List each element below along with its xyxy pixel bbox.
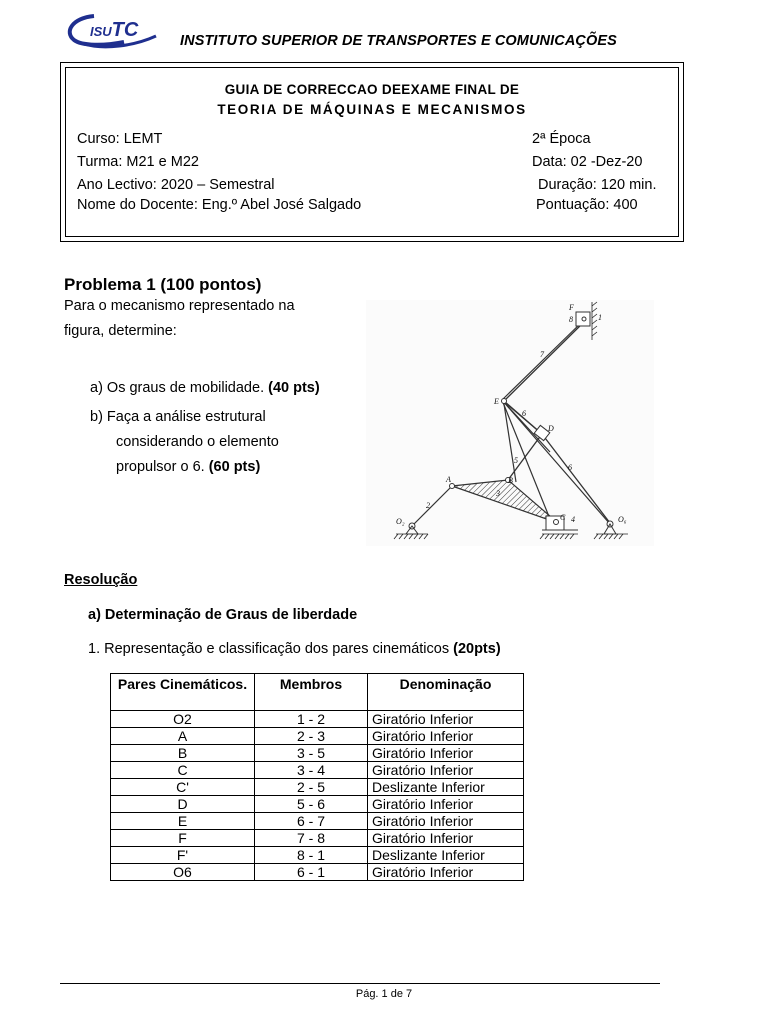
cell-denominacao: Giratório Inferior — [368, 762, 524, 779]
item-a-points: (40 pts) — [268, 380, 320, 396]
resolucao-title: Resolução — [64, 572, 138, 588]
table-row — [111, 762, 524, 779]
curso: Curso: LEMT — [77, 131, 163, 147]
isutc-logo — [64, 10, 160, 52]
cell-membros: 5 - 6 — [255, 796, 368, 813]
cell-denominacao: Giratório Inferior — [368, 864, 524, 881]
cell-denominacao: Giratório Inferior — [368, 830, 524, 847]
item-b-text: propulsor o 6. — [116, 459, 205, 475]
turma: Turma: M21 e M22 — [77, 154, 199, 170]
cell-membros: 6 - 7 — [255, 813, 368, 830]
item-1 — [88, 641, 501, 657]
exam-info-box — [60, 62, 684, 242]
cell-par: F' — [111, 847, 255, 864]
table-row — [111, 813, 524, 830]
label-E: E — [494, 397, 499, 406]
cell-par: B — [111, 745, 255, 762]
cell-denominacao: Giratório Inferior — [368, 796, 524, 813]
label-m5: 5 — [514, 456, 518, 465]
cell-denominacao: Giratório Inferior — [368, 813, 524, 830]
cell-membros: 3 - 5 — [255, 745, 368, 762]
item-1-points: (20pts) — [453, 641, 501, 657]
cell-denominacao: Giratório Inferior — [368, 711, 524, 728]
logo-text — [90, 19, 138, 42]
pontuacao: Pontuação: 400 — [536, 197, 638, 213]
data: Data: 02 -Dez-20 — [532, 154, 643, 170]
table-row — [111, 847, 524, 864]
header-membros: Membros — [255, 674, 368, 711]
label-m8: 8 — [569, 315, 573, 324]
table-row — [111, 728, 524, 745]
problem-intro-line2: figura, determine: — [64, 323, 177, 339]
cell-par: F — [111, 830, 255, 847]
cell-par: A — [111, 728, 255, 745]
label-m1: 1 — [598, 313, 602, 322]
epoca: 2ª Época — [532, 131, 591, 147]
cell-denominacao: Deslizante Inferior — [368, 847, 524, 864]
cell-membros: 7 - 8 — [255, 830, 368, 847]
pares-cinematicos-table — [110, 673, 524, 881]
duracao: Duração: 120 min. — [538, 177, 657, 193]
cell-membros: 2 - 5 — [255, 779, 368, 796]
label-A: A — [446, 475, 451, 484]
footer-divider — [60, 983, 660, 984]
cell-membros: 1 - 2 — [255, 711, 368, 728]
table-row — [111, 864, 524, 881]
cell-denominacao: Giratório Inferior — [368, 745, 524, 762]
exam-info-inner — [65, 67, 679, 237]
cell-par: C — [111, 762, 255, 779]
mechanism-figure — [366, 300, 654, 546]
member-3-triangle — [452, 480, 558, 523]
header-denominacao: Denominação — [368, 674, 524, 711]
problem-item-b-line2: considerando o elemento — [116, 434, 279, 450]
cell-par: E — [111, 813, 255, 830]
docente: Nome do Docente: Eng.º Abel José Salgado — [77, 197, 362, 213]
label-F: F — [569, 303, 574, 312]
cell-denominacao: Deslizante Inferior — [368, 779, 524, 796]
label-m3: 3 — [496, 489, 500, 498]
label-m7: 7 — [540, 350, 544, 359]
item-1-text: 1. Representação e classificação dos pares cinemáticos — [88, 641, 450, 657]
section-a-title: a) Determinação de Graus de liberdade — [88, 607, 358, 623]
page-number: Pág. 1 de 7 — [355, 988, 413, 1000]
institution-title: INSTITUTO SUPERIOR DE TRANSPORTES E COMUNICAÇÕES — [180, 33, 617, 49]
table-row — [111, 745, 524, 762]
label-D: D — [548, 424, 554, 433]
header-pares: Pares Cinemáticos. — [111, 674, 255, 711]
cell-par: O2 — [111, 711, 255, 728]
problem-title: Problema 1 (100 pontos) — [64, 275, 262, 294]
cell-membros: 2 - 3 — [255, 728, 368, 745]
exam-title-line1: GUIA DE CORRECCAO DEEXAME FINAL DE — [224, 82, 520, 97]
cell-par: C' — [111, 779, 255, 796]
mechanism-diagram — [366, 300, 654, 546]
problem-item-b-line1: b) Faça a análise estrutural — [90, 409, 266, 425]
cell-par: O6 — [111, 864, 255, 881]
label-m2: 2 — [426, 501, 430, 510]
logo-isu: ISU — [90, 24, 112, 39]
table-row — [111, 830, 524, 847]
label-C: C — [560, 513, 566, 522]
item-a-text: a) Os graus de mobilidade. — [90, 380, 265, 396]
problem-item-a — [90, 380, 320, 396]
label-m6: 6 — [522, 409, 526, 418]
cell-par: D — [111, 796, 255, 813]
cell-membros: 3 - 4 — [255, 762, 368, 779]
cell-membros: 8 - 1 — [255, 847, 368, 864]
item-b-points: (60 pts) — [208, 459, 261, 475]
table-row — [111, 779, 524, 796]
table-row — [111, 796, 524, 813]
ano-lectivo: Ano Lectivo: 2020 – Semestral — [77, 177, 275, 193]
exam-title-line2: TEORIA DE MÁQUINAS E MECANISMOS — [217, 102, 527, 117]
problem-intro-line1: Para o mecanismo representado na — [64, 298, 295, 314]
cell-membros: 6 - 1 — [255, 864, 368, 881]
problem-item-b-line3 — [116, 459, 260, 475]
label-O6: O₆ — [618, 515, 627, 524]
label-B: B — [508, 476, 513, 485]
label-O2: O₂ — [396, 517, 405, 526]
cell-denominacao: Giratório Inferior — [368, 728, 524, 745]
label-m6b: 6 — [568, 463, 572, 472]
table-row — [111, 711, 524, 728]
table-header-row — [111, 674, 524, 711]
label-m4: 4 — [571, 515, 575, 524]
logo-tc: TC — [111, 19, 139, 41]
